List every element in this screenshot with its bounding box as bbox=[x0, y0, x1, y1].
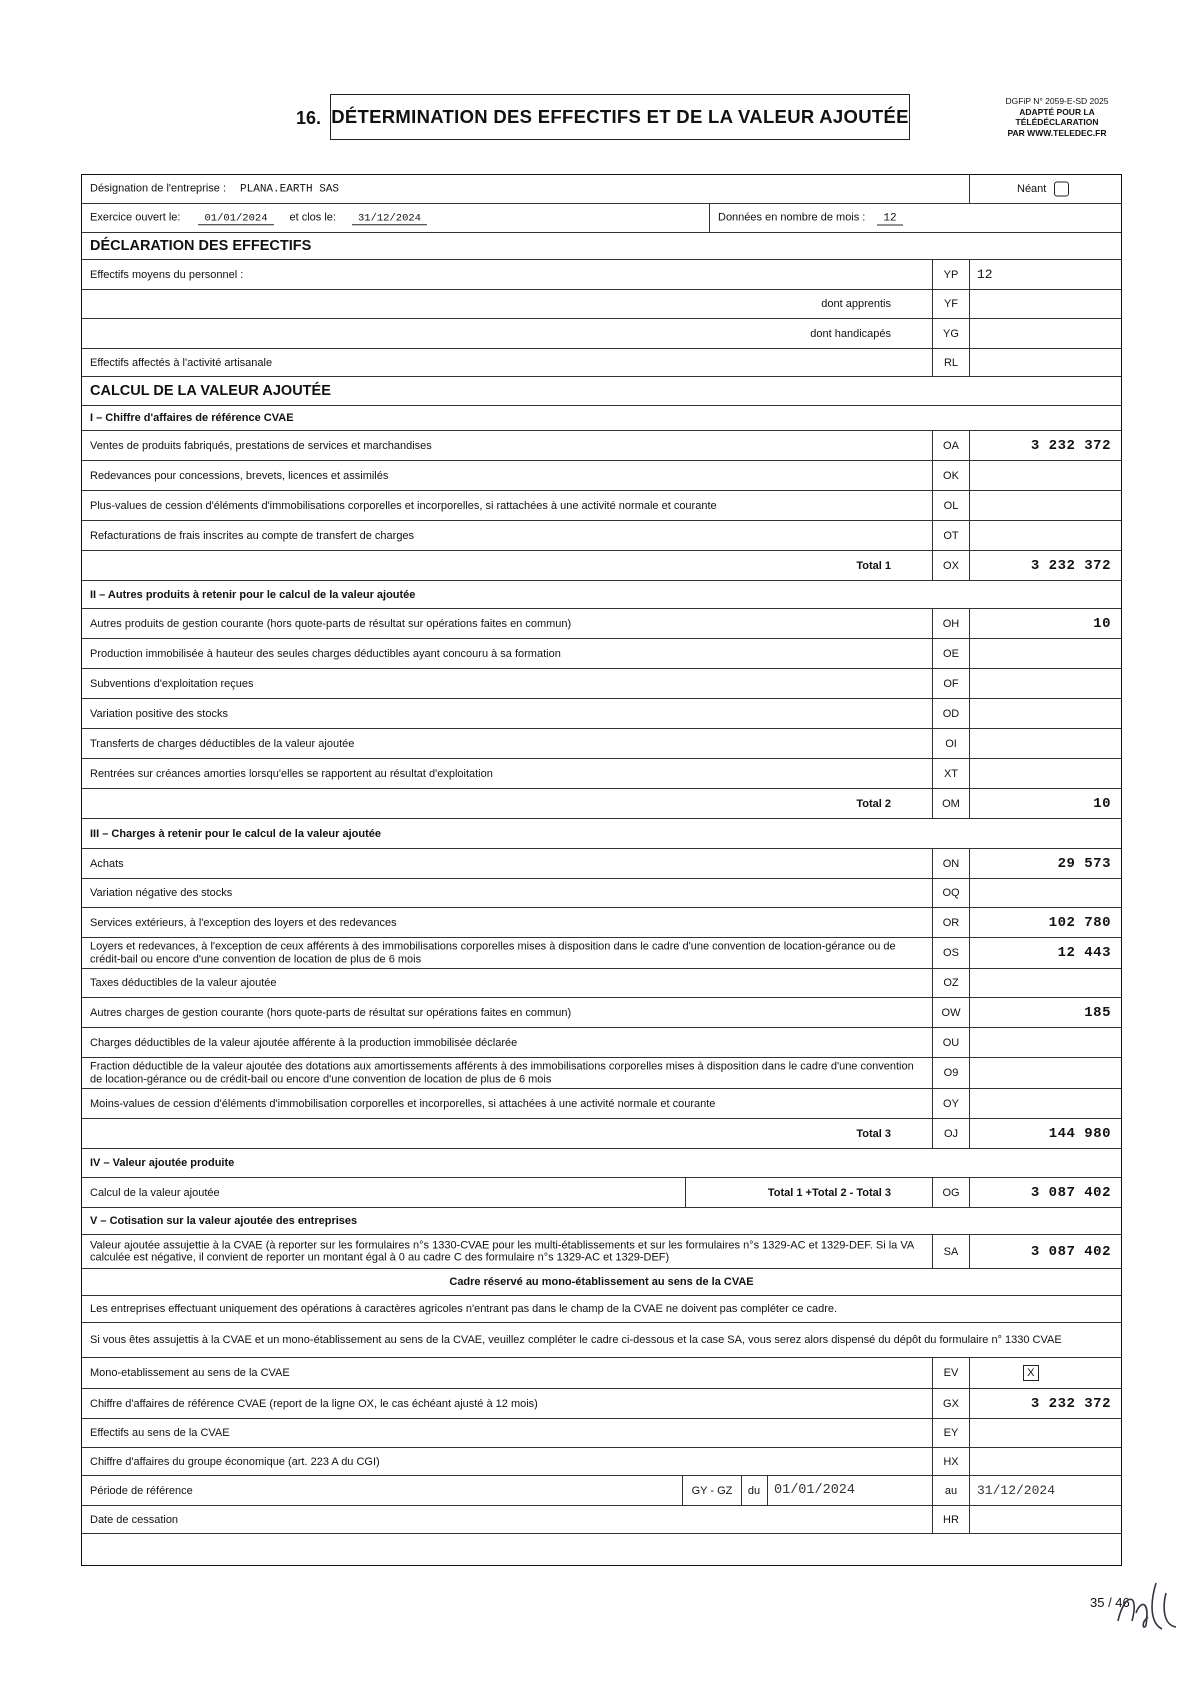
value-field[interactable] bbox=[969, 879, 1121, 907]
row-code: XT bbox=[932, 759, 970, 788]
row-label: Ventes de produits fabriqués, prestations de services et marchandises bbox=[90, 439, 432, 452]
row-code: OG bbox=[932, 1178, 970, 1207]
row-label: Moins-values de cession d'éléments d'immobilisation corporelles et incorporelles, si attachées à une activité normale et courante bbox=[90, 1097, 716, 1110]
row-label: Services extérieurs, à l'exception des loyers et des redevances bbox=[90, 916, 397, 929]
row-code: YF bbox=[932, 290, 970, 318]
row-code: OY bbox=[932, 1089, 970, 1118]
value-text: 10 bbox=[1093, 615, 1111, 632]
row-code: OJ bbox=[932, 1119, 970, 1148]
subsection-3 bbox=[82, 819, 1121, 849]
value-text: 10 bbox=[1093, 795, 1111, 812]
row-code: YG bbox=[932, 319, 970, 348]
section-effectifs bbox=[82, 233, 1121, 260]
au-label: au bbox=[932, 1476, 970, 1505]
row-code: OH bbox=[932, 609, 970, 638]
charge-row bbox=[82, 879, 1121, 908]
row-label: Loyers et redevances, à l'exception de ceux afférents à des immobilisations corporelles mises à disposition dans le cadre d'une convention de location-gérance ou de crédit-bail ou encore d'une convention de location de plus de 6 mois bbox=[90, 940, 896, 965]
exercice-start[interactable]: 01/01/2024 bbox=[198, 212, 273, 225]
row-code: OD bbox=[932, 699, 970, 728]
row-code: HR bbox=[932, 1506, 970, 1533]
row-label: Fraction déductible de la valeur ajoutée des dotations aux amortissements afférents à des immobilisations corporelles mises à disposition dans le cadre d'une convention de location-gérance ou de crédit-bail ou encore d'une convention de location de plus de 6 mois bbox=[90, 1060, 914, 1085]
row-label: Effectifs au sens de la CVAE bbox=[90, 1426, 230, 1439]
row-label: Transferts de charges déductibles de la valeur ajoutée bbox=[90, 737, 355, 750]
value-field[interactable] bbox=[969, 998, 1121, 1027]
value-field[interactable] bbox=[969, 729, 1121, 758]
row-code: OU bbox=[932, 1028, 970, 1057]
mono-row bbox=[82, 1448, 1121, 1476]
cerfa-form bbox=[81, 174, 1122, 1566]
ca-row bbox=[82, 491, 1121, 521]
row-label: Période de référence bbox=[90, 1484, 193, 1497]
row-code: YP bbox=[932, 260, 970, 289]
neant-checkbox[interactable] bbox=[1054, 182, 1069, 197]
ca-row bbox=[82, 521, 1121, 551]
exercice-dates bbox=[90, 211, 427, 225]
mono-row bbox=[82, 1358, 1121, 1389]
value-field[interactable] bbox=[969, 1089, 1121, 1118]
section-valeur-ajoutee bbox=[82, 377, 1121, 406]
row-code: HX bbox=[932, 1448, 970, 1475]
periode-row bbox=[82, 1476, 1121, 1506]
value-field[interactable] bbox=[969, 1028, 1121, 1057]
row-code: OR bbox=[932, 908, 970, 937]
row-code: RL bbox=[932, 349, 970, 376]
row-code: OX bbox=[932, 551, 970, 580]
row-code: OT bbox=[932, 521, 970, 550]
row-label: Date de cessation bbox=[90, 1513, 179, 1526]
value-field[interactable] bbox=[969, 1389, 1121, 1418]
value-field[interactable] bbox=[969, 290, 1121, 318]
row-label: Taxes déductibles de la valeur ajoutée bbox=[90, 976, 277, 989]
mono-checkbox: X bbox=[1023, 1365, 1039, 1381]
row-label: dont handicapés bbox=[810, 327, 891, 340]
value-text: 12 bbox=[977, 267, 993, 282]
form-title: DÉTERMINATION DES EFFECTIFS ET DE LA VALEUR AJOUTÉE bbox=[330, 94, 910, 140]
value-field[interactable] bbox=[969, 491, 1121, 520]
row-label: Achats bbox=[90, 857, 124, 870]
form-number: 16. bbox=[296, 108, 322, 128]
total-1-row bbox=[82, 551, 1121, 581]
row-code: OW bbox=[932, 998, 970, 1027]
row-label: Subventions d'exploitation reçues bbox=[90, 677, 254, 690]
neant-box[interactable] bbox=[1017, 182, 1069, 197]
row-code: OK bbox=[932, 461, 970, 490]
subsection-2 bbox=[82, 581, 1121, 609]
exercice-label: Exercice ouvert le: bbox=[90, 211, 181, 224]
value-field[interactable] bbox=[969, 789, 1121, 818]
row-code: GX bbox=[932, 1389, 970, 1418]
value-field[interactable] bbox=[969, 1358, 1121, 1388]
value-field[interactable] bbox=[969, 669, 1121, 698]
value-field[interactable] bbox=[969, 1506, 1121, 1533]
value-field[interactable] bbox=[969, 260, 1121, 289]
value-field[interactable] bbox=[969, 609, 1121, 638]
row-code: EY bbox=[932, 1419, 970, 1447]
value-field[interactable] bbox=[969, 1119, 1121, 1148]
effectif-row bbox=[82, 319, 1121, 349]
value-text: 3 087 402 bbox=[1030, 1243, 1111, 1260]
ca-row bbox=[82, 461, 1121, 491]
value-field[interactable] bbox=[969, 521, 1121, 550]
total-2-row bbox=[82, 789, 1121, 819]
row-code: OA bbox=[932, 431, 970, 460]
value-field[interactable] bbox=[969, 1178, 1121, 1207]
row-code: OM bbox=[932, 789, 970, 818]
value-text: 102 780 bbox=[1048, 914, 1111, 931]
charge-row bbox=[82, 1089, 1121, 1119]
value-text: 3 232 372 bbox=[1030, 557, 1111, 574]
divider bbox=[685, 1178, 686, 1207]
cvae-row bbox=[82, 1235, 1121, 1269]
value-field[interactable] bbox=[969, 639, 1121, 668]
designation-row bbox=[82, 175, 1121, 204]
value-field[interactable] bbox=[969, 349, 1121, 376]
value-field[interactable] bbox=[969, 938, 1121, 968]
subsection-title: V – Cotisation sur la valeur ajoutée des entreprises bbox=[90, 1215, 358, 1227]
row-code: EV bbox=[932, 1358, 970, 1388]
row-label: Effectifs moyens du personnel : bbox=[90, 268, 244, 281]
effectif-row bbox=[82, 260, 1121, 290]
value-field[interactable] bbox=[969, 551, 1121, 580]
value-text: 3 232 372 bbox=[1030, 1395, 1111, 1412]
valeur-ajoutee-row bbox=[82, 1178, 1121, 1208]
mois-group bbox=[718, 212, 903, 225]
value-field[interactable] bbox=[969, 1058, 1121, 1088]
row-label: Charges déductibles de la valeur ajoutée afférente à la production immobilisée déclarée bbox=[90, 1036, 518, 1049]
produit-row bbox=[82, 699, 1121, 729]
subsection-title: I – Chiffre d'affaires de référence CVAE bbox=[90, 412, 294, 424]
subsection-5 bbox=[82, 1208, 1121, 1235]
section-title: CALCUL DE LA VALEUR AJOUTÉE bbox=[90, 383, 331, 399]
row-code: O9 bbox=[932, 1058, 970, 1088]
total-3-row bbox=[82, 1119, 1121, 1149]
row-label: Redevances pour concessions, brevets, licences et assimilés bbox=[90, 469, 389, 482]
value-text: 12 443 bbox=[1057, 945, 1111, 961]
subsection-title: IV – Valeur ajoutée produite bbox=[90, 1157, 235, 1169]
value-field[interactable] bbox=[969, 1419, 1121, 1447]
row-code: OI bbox=[932, 729, 970, 758]
subsection-4 bbox=[82, 1149, 1121, 1178]
value-text: 29 573 bbox=[1057, 855, 1111, 872]
row-code: OL bbox=[932, 491, 970, 520]
section-title: DÉCLARATION DES EFFECTIFS bbox=[90, 238, 312, 254]
value-field[interactable] bbox=[969, 1448, 1121, 1475]
row-code: OQ bbox=[932, 879, 970, 907]
mono-note-2 bbox=[82, 1323, 1121, 1358]
periode-end-field[interactable]: 31/12/2024 bbox=[977, 1483, 1056, 1498]
signature-initials bbox=[1110, 1573, 1180, 1633]
row-label: Calcul de la valeur ajoutée bbox=[90, 1186, 220, 1199]
row-label: Mono-etablissement au sens de la CVAE bbox=[90, 1366, 290, 1379]
page-number: 35 / 46 bbox=[1090, 1595, 1130, 1610]
value-field[interactable] bbox=[969, 319, 1121, 348]
value-text: 144 980 bbox=[1048, 1125, 1111, 1142]
form-reference: DGFiP N° 2059-E-SD 2025 ADAPTÉ POUR LA TÉLÉDÉCLARATION PAR WWW.TELEDEC.FR bbox=[1005, 96, 1109, 138]
row-label: Variation négative des stocks bbox=[90, 886, 233, 899]
row-label: Valeur ajoutée assujettie à la CVAE (à reporter sur les formulaires n°s 1330-CVAE pour les multi-établissements et sur les formulaires n°s 1329-AC et 1329-DEF. Si la VA calculée est négative, il convient de reporter un montant égal à 0 au cadre C des formulaire n°s 1329-AC et 1329-DEF) bbox=[90, 1239, 914, 1264]
effectif-row bbox=[82, 349, 1121, 377]
row-code: OZ bbox=[932, 969, 970, 997]
periode-code: GY - GZ bbox=[682, 1476, 742, 1505]
clos-label: et clos le: bbox=[289, 211, 336, 224]
mono-row bbox=[82, 1389, 1121, 1419]
row-code: OF bbox=[932, 669, 970, 698]
row-code: OE bbox=[932, 639, 970, 668]
divider bbox=[709, 204, 710, 232]
row-label: Autres charges de gestion courante (hors quote-parts de résultat sur opérations faites en commun) bbox=[90, 1006, 572, 1019]
produit-row bbox=[82, 609, 1121, 639]
row-code: SA bbox=[932, 1235, 970, 1268]
formula-label: Total 1 +Total 2 - Total 3 bbox=[767, 1186, 891, 1199]
row-label: Production immobilisée à hauteur des seules charges déductibles ayant concouru à sa formation bbox=[90, 647, 561, 660]
charge-row bbox=[82, 938, 1121, 969]
value-field[interactable] bbox=[969, 969, 1121, 997]
row-label: Refacturations de frais inscrites au compte de transfert de charges bbox=[90, 529, 415, 542]
row-label: Chiffre d'affaires du groupe économique (art. 223 A du CGI) bbox=[90, 1455, 380, 1468]
row-label: Autres produits de gestion courante (hors quote-parts de résultat sur opérations faites en commun) bbox=[90, 617, 572, 630]
charge-row bbox=[82, 849, 1121, 879]
row-label: Total 3 bbox=[856, 1127, 891, 1140]
row-label: dont apprentis bbox=[821, 298, 891, 310]
cadre-title: Cadre réservé au mono-établissement au sens de la CVAE bbox=[449, 1276, 754, 1288]
subsection-title: III – Charges à retenir pour le calcul de la valeur ajoutée bbox=[90, 827, 382, 840]
du-label: du bbox=[741, 1476, 768, 1505]
note: Les entreprises effectuant uniquement des opérations à caractères agricoles n'entrant pas dans le champ de la CVAE ne doivent pas compléter ce cadre. bbox=[90, 1302, 838, 1315]
value-field[interactable] bbox=[969, 699, 1121, 728]
neant-label: Néant bbox=[1017, 182, 1047, 195]
value-text: 185 bbox=[1084, 1004, 1111, 1021]
value-field[interactable] bbox=[969, 431, 1121, 460]
row-label: Rentrées sur créances amorties lorsqu'elles se rapportent au résultat d'exploitation bbox=[90, 767, 493, 780]
produit-row bbox=[82, 669, 1121, 699]
value-text: 3 232 372 bbox=[1030, 437, 1111, 454]
designation-label bbox=[90, 182, 339, 196]
value-field[interactable] bbox=[969, 461, 1121, 490]
produit-row bbox=[82, 639, 1121, 669]
effectif-row bbox=[82, 290, 1121, 319]
charge-row bbox=[82, 1028, 1121, 1058]
mono-title-row bbox=[82, 1269, 1121, 1296]
company-name[interactable]: PLANA.EARTH SAS bbox=[240, 183, 340, 196]
produit-row bbox=[82, 759, 1121, 789]
value-field[interactable] bbox=[969, 1235, 1121, 1268]
produit-row bbox=[82, 729, 1121, 759]
row-label: Effectifs affectés à l'activité artisanale bbox=[90, 356, 273, 369]
value-text: 3 087 402 bbox=[1030, 1184, 1111, 1201]
periode-start-field[interactable]: 01/01/2024 bbox=[774, 1483, 856, 1498]
cessation-row bbox=[82, 1506, 1121, 1534]
exercice-end[interactable]: 31/12/2024 bbox=[352, 212, 427, 225]
charge-row bbox=[82, 908, 1121, 938]
subsection-1 bbox=[82, 406, 1121, 431]
charge-row bbox=[82, 998, 1121, 1028]
charge-row bbox=[82, 969, 1121, 998]
value-field[interactable] bbox=[969, 908, 1121, 937]
mois-value[interactable]: 12 bbox=[877, 213, 902, 226]
value-field[interactable] bbox=[969, 759, 1121, 788]
row-label: Plus-values de cession d'éléments d'immobilisations corporelles et incorporelles, si rattachées à une activité normale et courante bbox=[90, 499, 717, 512]
charge-row bbox=[82, 1058, 1121, 1089]
ca-row bbox=[82, 431, 1121, 461]
row-label: Total 2 bbox=[856, 797, 891, 810]
note: Si vous êtes assujettis à la CVAE et un mono-établissement au sens de la CVAE, veuillez compléter le cadre ci-dessous et la case SA, vous serez alors dispensé du dépôt du formulaire n° 1330 CVAE bbox=[90, 1333, 1062, 1346]
mono-note-1 bbox=[82, 1296, 1121, 1323]
designation-label-text: Désignation de l'entreprise : bbox=[90, 182, 227, 195]
mono-row bbox=[82, 1419, 1121, 1448]
row-code: OS bbox=[932, 938, 970, 968]
mois-label: Données en nombre de mois : bbox=[718, 211, 866, 224]
row-label: Total 1 bbox=[856, 559, 891, 572]
divider bbox=[969, 175, 970, 203]
exercice-row bbox=[82, 204, 1121, 233]
row-code: ON bbox=[932, 849, 970, 878]
row-label: Chiffre d'affaires de référence CVAE (report de la ligne OX, le cas échéant ajusté à 12 mois) bbox=[90, 1397, 538, 1410]
subsection-title: II – Autres produits à retenir pour le calcul de la valeur ajoutée bbox=[90, 588, 416, 601]
value-field[interactable] bbox=[969, 849, 1121, 878]
row-label: Variation positive des stocks bbox=[90, 707, 228, 720]
